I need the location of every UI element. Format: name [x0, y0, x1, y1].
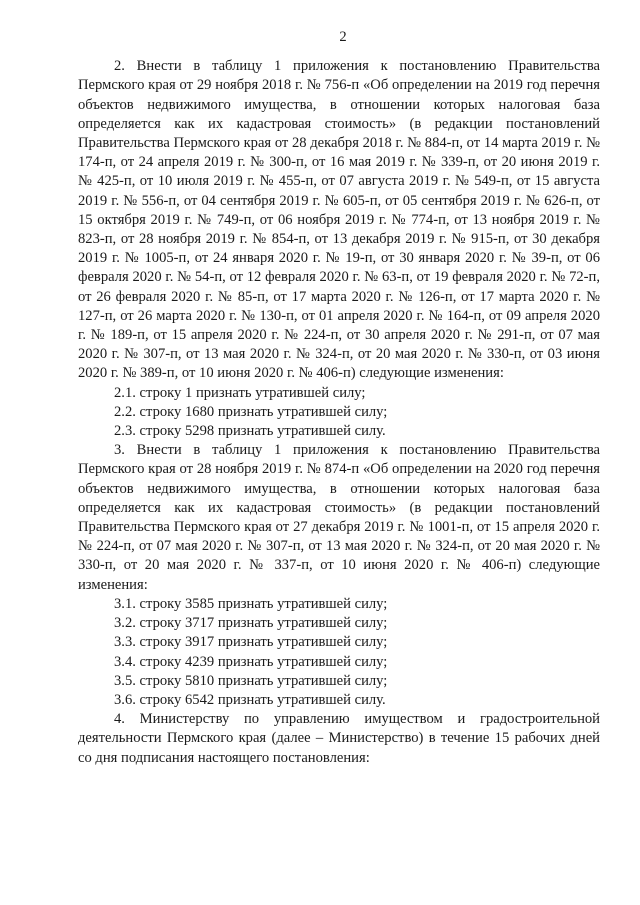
- page-number: 2: [339, 29, 347, 45]
- list-item-3-5: 3.5. строку 5810 признать утратившей силу;: [114, 672, 388, 689]
- list-item-2-1: 2.1. строку 1 признать утратившей силу;: [114, 384, 366, 401]
- list-item-2-3: 2.3. строку 5298 признать утратившей силу.: [114, 423, 386, 440]
- list-item-3-1: 3.1. строку 3585 признать утратившей силу;: [114, 595, 388, 612]
- list-item-3-2: 3.2. строку 3717 признать утратившей силу;: [114, 615, 388, 632]
- list-item-3-6: 3.6. строку 6542 признать утратившей силу.: [114, 691, 386, 708]
- paragraph-2-intro: 2. Внести в таблицу 1 приложения к постановлению Правительства Пермского края от 29 ноября 2018 г. № 756-п «Об определении на 2019 год перечня объектов недвижимого имущества, в отношении которых налоговая база определяется как их кадастровая стоимость» (в редакции постановлений Правительства Пермского края от 28 декабря 2018 г. № 884-п, от 14 марта 2019 г. № 174-п, от 24 апреля 2019 г. № 300-п, от 16 мая 2019 г. № 339-п, от 20 июня 2019 г. № 425-п, от 10 июля 2019 г. № 455-п, от 07 августа 2019 г. № 549-п, от 15 августа 2019 г. № 556-п, от 04 сентября 2019 г. № 605-п, от 05 сентября 2019 г. № 626-п, от 15 октября 2019 г. № 749-п, от 06 ноября 2019 г. № 774-п, от 13 ноября 2019 г. № 823-п, от 28 ноября 2019 г. № 854-п, от 13 декабря 2019 г. № 915-п, от 30 декабря 2019 г. № 1005-п, от 24 января 2020 г. № 19-п, от 30 января 2020 г. № 39-п, от 06 февраля 2020 г. № 54-п, от 12 февраля 2020 г. № 63-п, от 19 февраля 2020 г. № 72-п, от 26 февраля 2020 г. № 85-п, от 17 марта 2020 г. № 126-п, от 17 марта 2020 г. № 127-п, от 26 марта 2020 г. № 130-п, от 01 апреля 2020 г. № 164-п, от 09 апреля 2020 г. № 189-п, от 15 апреля 2020 г. № 224-п, от 30 апреля 2020 г. № 291-п, от 07 мая 2020 г. № 307-п, от 13 мая 2020 г. № 324-п, от 20 мая 2020 г. № 330-п, от 03 июня 2020 г. № 389-п, от 10 июня 2020 г. № 406-п) следующие изменения:: [78, 58, 600, 382]
- list-item-3-4: 3.4. строку 4239 признать утратившей силу;: [114, 653, 388, 670]
- list-item-2-2: 2.2. строку 1680 признать утратившей силу;: [114, 403, 388, 420]
- paragraph-3-intro: 3. Внести в таблицу 1 приложения к постановлению Правительства Пермского края от 28 ноября 2019 г. № 874-п «Об определении на 2020 год перечня объектов недвижимого имущества, в отношении которых налоговая база определяется как их кадастровая стоимость» (в редакции постановлений Правительства Пермского края от 27 декабря 2019 г. № 1001-п, от 15 апреля 2020 г. № 224-п, от 07 мая 2020 г. № 307-п, от 13 мая 2020 г. № 324-п, от 20 мая 2020 г. № 330-п, от 20 мая 2020 г. № 337-п, от 10 июня 2020 г. № 406-п) следующие изменения:: [78, 442, 600, 593]
- document-page: [78, 28, 600, 768]
- paragraph-4-intro: 4. Министерству по управлению имуществом и градостроительной деятельности Пермского края (далее – Министерство) в течение 15 рабочих дней со дня подписания настоящего постановления:: [78, 711, 600, 766]
- list-item-3-3: 3.3. строку 3917 признать утратившей силу;: [114, 634, 388, 651]
